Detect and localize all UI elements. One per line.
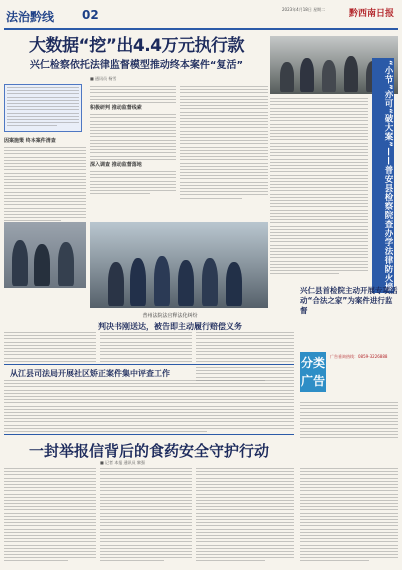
main-byline: ■ 通讯员 杨雪 (90, 76, 117, 81)
band-story-text (4, 380, 294, 434)
bottom-story-column-2 (100, 468, 192, 564)
date-line: 2023年4月18日 星期二 (282, 7, 326, 12)
main-story-column-2 (90, 86, 176, 196)
mid-story-column-1 (4, 332, 96, 367)
ad-label: 分类广告 (300, 352, 326, 392)
vertical-story-title: “小节”亦可“破大案”——普安县检察院查办学法律防火墙 (372, 58, 394, 293)
left-photo (4, 222, 86, 288)
mid-story-title-block (70, 312, 270, 332)
main-headline: 大数据“挖”出4.4万元执行款 (29, 36, 244, 56)
main-photo (90, 222, 268, 308)
main-subhead-2: 积极研判 推动监督线索 (90, 105, 142, 112)
section-divider-2 (4, 434, 294, 435)
lead-text (7, 87, 79, 126)
section-title: 法治黔线 (6, 10, 55, 24)
bottom-headline: 一封举报信背后的食药安全守护行动 (28, 442, 269, 460)
main-story-column-3 (180, 86, 268, 201)
right-box-title: 兴仁县首检院主动开展专项活动“合法之家”为案件进行监督 (300, 286, 398, 315)
page-number: 02 (82, 8, 99, 22)
bottom-story-column-4 (300, 468, 398, 564)
bottom-story-column-3 (196, 468, 294, 564)
classified-ad-block (300, 352, 398, 398)
main-subhead: 兴仁检察依托法律监督模型推动终本案件“复活” (29, 60, 244, 71)
ad-phone: 广告垂询热线：0859-3226888 (330, 354, 388, 359)
lead-box (4, 84, 82, 132)
right-story-column (270, 98, 368, 277)
mid-story-column-2 (100, 332, 192, 367)
bottom-story-column-1 (4, 468, 96, 564)
main-subhead-3: 深入调查 推动监督落地 (90, 161, 142, 168)
mid-story-kicker: 普州法院法官释法化纠纷 (142, 313, 198, 319)
section-divider-1 (4, 364, 294, 365)
band-story-title: 从江县司法局开展社区矫正案件集中评查工作 (10, 369, 170, 378)
mid-story-title: 判决书刚送达，被告即主动履行赔偿义务 (98, 322, 242, 331)
bottom-byline: ■ 记者 本报 通讯员 黎强 (100, 460, 145, 465)
main-story-column-1 (4, 136, 86, 224)
mid-story-column-3 (196, 332, 294, 383)
paper-logo: 黔西南日报 (348, 9, 394, 19)
classified-ad-text (300, 402, 398, 440)
masthead (4, 4, 398, 30)
main-subhead-1: 因案施策 终本案件清查 (4, 138, 56, 144)
